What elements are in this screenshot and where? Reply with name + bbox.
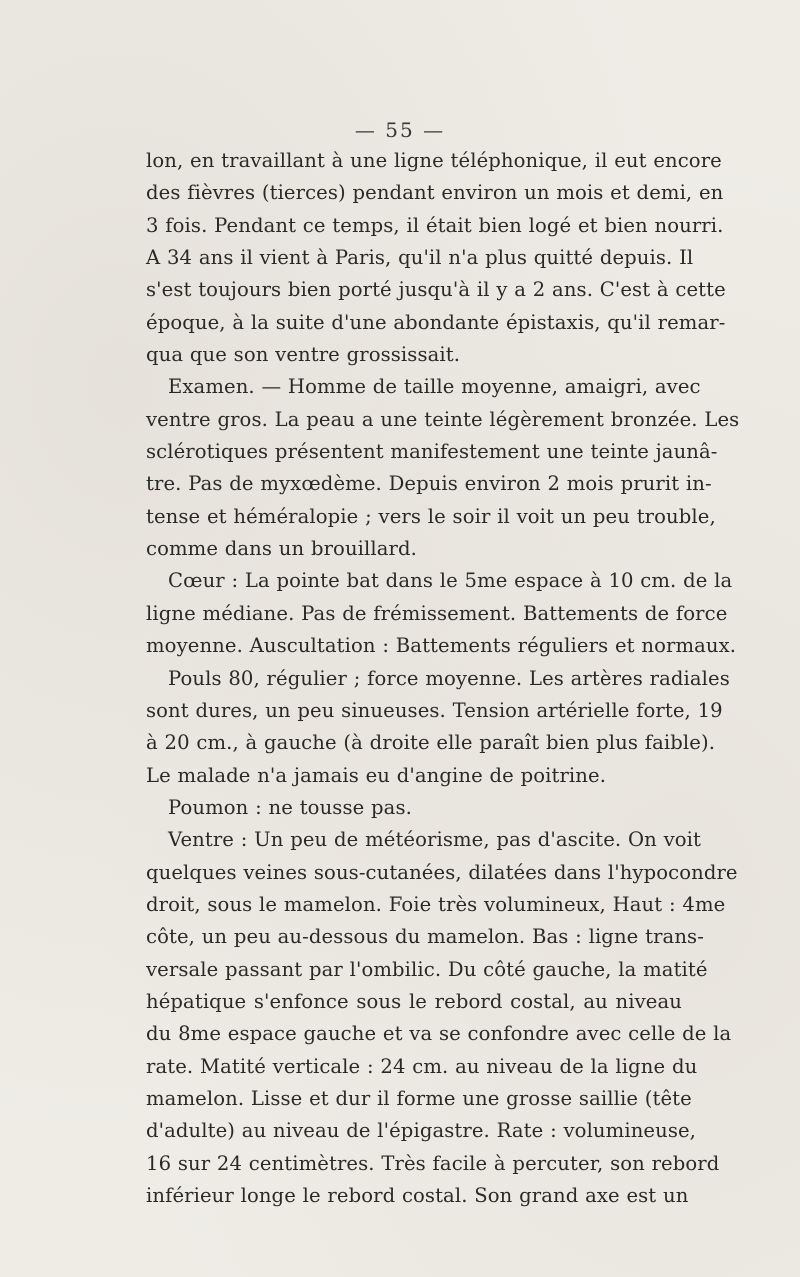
text-line: 3 fois. Pendant ce temps, il était bien logé et bien nourri. bbox=[146, 213, 724, 237]
text-line: A 34 ans il vient à Paris, qu'il n'a plus quitté depuis. Il bbox=[146, 246, 694, 270]
text-line: Pouls 80, régulier ; force moyenne. Les artères radiales bbox=[168, 666, 730, 690]
text-line: moyenne. Auscultation : Battements réguliers et normaux. bbox=[146, 634, 737, 658]
text-line: Ventre : Un peu de météorisme, pas d'ascite. On voit bbox=[168, 828, 701, 852]
text-line: lon, en travaillant à une ligne téléphonique, il eut encore bbox=[146, 149, 722, 172]
text-line: d'adulte) au niveau de l'épigastre. Rate : volumineuse, bbox=[146, 1119, 697, 1143]
text-line: inférieur longe le rebord costal. Son grand axe est un bbox=[146, 1184, 689, 1207]
text-line: rate. Matité verticale : 24 cm. au niveau de la ligne du bbox=[146, 1054, 698, 1078]
text-line: tense et héméralopie ; vers le soir il voit un peu trouble, bbox=[146, 504, 716, 528]
text-line: mamelon. Lisse et dur il forme une grosse saillie (tête bbox=[146, 1086, 692, 1110]
text-line: comme dans un brouillard. bbox=[146, 537, 417, 561]
text-line: Le malade n'a jamais eu d'angine de poitrine. bbox=[146, 763, 607, 787]
text-line: qua que son ventre grossissait. bbox=[146, 343, 461, 367]
text-line: ventre gros. La peau a une teinte légèrement bronzée. Les bbox=[146, 407, 740, 431]
text-line: droit, sous le mamelon. Foie très volumineux, Haut : 4me bbox=[146, 892, 726, 916]
text-line: côte, un peu au-dessous du mamelon. Bas : ligne trans- bbox=[146, 925, 704, 949]
text-line: versale passant par l'ombilic. Du côté gauche, la matité bbox=[146, 957, 708, 981]
text-line: du 8me espace gauche et va se confondre avec celle de la bbox=[146, 1022, 732, 1046]
text-line: Examen. — Homme de taille moyenne, amaigri, avec bbox=[168, 375, 701, 399]
text-line: quelques veines sous-cutanées, dilatées dans l'hypocondre bbox=[146, 860, 738, 884]
text-line: des fièvres (tierces) pendant environ un mois et demi, en bbox=[146, 181, 724, 205]
text-line: ligne médiane. Pas de frémissement. Battements de force bbox=[146, 601, 728, 625]
text-line: 16 sur 24 centimètres. Très facile à percuter, son rebord bbox=[146, 1151, 720, 1175]
body-text bbox=[146, 145, 740, 1212]
text-line: à 20 cm., à gauche (à droite elle paraît bien plus faible). bbox=[146, 731, 716, 755]
text-line: hépatique s'enfonce sous le rebord costal, au niveau bbox=[146, 989, 682, 1013]
text-line: Cœur : La pointe bat dans le 5me espace à 10 cm. de la bbox=[168, 569, 733, 593]
text-line: tre. Pas de myxœdème. Depuis environ 2 mois prurit in- bbox=[146, 472, 712, 496]
text-line: Poumon : ne tousse pas. bbox=[168, 795, 412, 819]
text-line: s'est toujours bien porté jusqu'à il y a 2 ans. C'est à cette bbox=[146, 278, 726, 302]
page-number: — 55 — bbox=[354, 118, 446, 142]
text-line: sont dures, un peu sinueuses. Tension artérielle forte, 19 bbox=[146, 698, 723, 722]
text-line: sclérotiques présentent manifestement une teinte jaunâ- bbox=[146, 440, 718, 464]
text-line: époque, à la suite d'une abondante épistaxis, qu'il remar- bbox=[146, 310, 726, 334]
